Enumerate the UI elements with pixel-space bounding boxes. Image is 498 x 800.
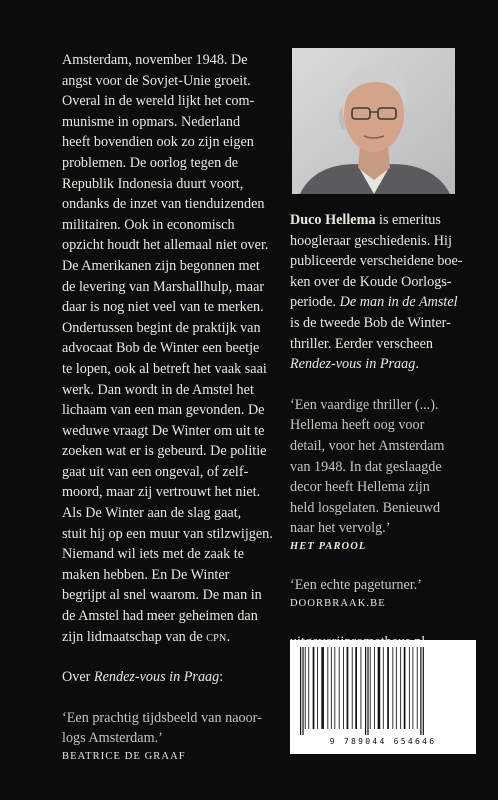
- previous-book-prefix: Over: [62, 669, 94, 686]
- text-line: problemen. De oorlog tegen de: [62, 154, 239, 171]
- text-line: van 1948. In dat geslaagde: [290, 458, 442, 475]
- author-name: Duco Hellema: [290, 212, 376, 228]
- author-bio-text: periode.: [290, 294, 340, 311]
- text-line: Ondertussen begint de praktijk van: [62, 319, 261, 336]
- barcode-bar: [317, 647, 318, 729]
- text-line: held losgelaten. Benieuwd: [290, 499, 441, 516]
- barcode-bar: [383, 647, 384, 729]
- text-line: angst voor de Sovjet-Unie groeit.: [62, 72, 251, 89]
- author-photo: [292, 48, 455, 194]
- text-line: begrijpt al snel waarom. De man in: [62, 587, 262, 604]
- barcode-bar: [387, 647, 389, 729]
- barcode-bar: [334, 647, 335, 729]
- text-line: heeft bovendien ook zo zijn eigen: [62, 134, 254, 151]
- author-bio-line: [290, 210, 475, 231]
- author-bio-line: thriller. Eerder verscheen: [290, 335, 433, 352]
- barcode-bar: [300, 647, 301, 735]
- barcode-bar: [367, 647, 368, 735]
- text-line: werk. Dan wordt in de Amstel het: [62, 381, 254, 398]
- barcode-bar: [352, 647, 353, 729]
- text-line: Hellema heeft oog voor: [290, 417, 425, 434]
- author-bio-line: [290, 292, 475, 313]
- barcode-bar: [365, 647, 366, 735]
- barcode-bar: [374, 647, 375, 729]
- author-bio-line: is de tweede Bob de Winter-: [290, 314, 451, 331]
- author-bio-line: [290, 354, 475, 375]
- text-line: de Amstel had meer geheimen dan: [62, 608, 258, 625]
- text-line: logs Amsterdam.’: [62, 730, 163, 747]
- text-line: gaat uit van een ongeval, of zelf-: [62, 463, 249, 480]
- text-line: ondanks de inzet van tienduizenden: [62, 196, 265, 213]
- text-line: maken hebben. En De Winter: [62, 566, 230, 583]
- text-line: militairen. Ook in economisch: [62, 216, 235, 233]
- barcode-bar: [321, 647, 324, 729]
- text-line: Republik Indonesia duurt voort,: [62, 175, 244, 192]
- barcode-bar: [404, 647, 406, 729]
- barcode-bar: [331, 647, 332, 729]
- barcode-bar: [305, 647, 306, 729]
- review-quote-left: [62, 708, 270, 749]
- author-bio-and-reviews: [290, 210, 475, 652]
- review-quote-doorbraak: ‘Een echte pageturner.’: [290, 576, 422, 593]
- barcode-bar: [412, 647, 413, 729]
- blurb-text: [62, 50, 273, 627]
- barcode-bar: [370, 647, 371, 729]
- barcode-bar: [302, 647, 303, 735]
- party-abbreviation: cpn: [206, 628, 227, 645]
- author-bio-text: is emeritus: [375, 212, 441, 228]
- text-line: Niemand wil iets met de zaak te: [62, 546, 245, 563]
- previous-book-colon: :: [219, 669, 224, 686]
- barcode-bar: [423, 647, 424, 735]
- barcode-bar: [313, 647, 315, 729]
- author-bio-text: .: [415, 356, 419, 373]
- barcode-bar: [396, 647, 397, 729]
- review-source-left: BEATRICE DE GRAAF: [62, 751, 186, 762]
- previous-book-title: Rendez-vous in Praag: [290, 356, 416, 373]
- text-line: ‘Een vaardige thriller (...).: [290, 396, 439, 413]
- review-source-doorbraak: DOORBRAAK.BE: [290, 597, 386, 609]
- text-line: weduwe vraagt De Winter om uit te: [62, 422, 265, 439]
- text-line: stuit hij op een muur van stilzwijgen.: [62, 525, 273, 542]
- text-line: zoeken wat er is gebeurd. De politie: [62, 443, 267, 460]
- text-line: advocaat Bob de Winter een beetje: [62, 340, 260, 357]
- barcode-bar: [409, 647, 410, 729]
- text-line: lichaam van een man gevonden. De: [62, 402, 265, 419]
- barcode-bar: [339, 647, 340, 729]
- text-line: ‘Een prachtig tijdsbeeld van naoor-: [62, 709, 262, 726]
- text-line: naar het vervolg.’: [290, 520, 391, 537]
- back-cover-blurb: [62, 50, 273, 765]
- barcode-bar: [327, 647, 328, 729]
- text-line: daar is nog niet veel van te merken.: [62, 299, 264, 316]
- book-title: De man in de Amstel: [339, 294, 458, 311]
- barcode-bar: [400, 647, 401, 729]
- barcode-bar: [420, 647, 421, 735]
- blurb-last-line-text: zijn lidmaatschap van de: [62, 628, 207, 645]
- barcode-bar: [355, 647, 357, 729]
- text-line: Amsterdam, november 1948. De: [62, 52, 248, 68]
- barcode-bar: [308, 647, 309, 729]
- blurb-last-line-end: .: [226, 628, 231, 645]
- barcode-bar: [361, 647, 362, 729]
- author-portrait-image: [292, 48, 455, 194]
- text-line: Als De Winter aan de slag gaat,: [62, 505, 242, 522]
- review-quote-parool: [290, 395, 475, 539]
- text-line: moord, maar zij vertrouwt het niet.: [62, 484, 261, 501]
- text-line: de levering van Marshallhulp, maar: [62, 278, 265, 295]
- text-line: Overal in de wereld lijkt het com-: [62, 93, 255, 110]
- text-line: te lopen, ook al betreft het vaak saai: [62, 360, 267, 377]
- review-source-parool: HET PAROOL: [290, 540, 367, 552]
- barcode-bar: [343, 647, 344, 729]
- barcode-bar: [347, 647, 349, 729]
- barcode-bar: [417, 647, 418, 729]
- barcode-bar: [378, 647, 381, 729]
- isbn-number: 9 789044 654646: [329, 737, 437, 746]
- author-bio-line: hoogleraar geschiedenis. Hij: [290, 232, 452, 249]
- isbn-barcode: [290, 640, 476, 754]
- blurb-last-line: [62, 627, 270, 648]
- previous-book-title: Rendez-vous in Praag: [93, 669, 220, 686]
- barcode-bars: [298, 647, 468, 737]
- text-line: opzicht houdt het allemaal niet over.: [62, 237, 269, 254]
- text-line: munisme in opmars. Nederland: [62, 113, 241, 130]
- author-bio-line: publiceerde verscheidene boe-: [290, 253, 463, 270]
- author-bio-line: ken over de Koude Oorlogs-: [290, 273, 452, 290]
- text-line: decor heeft Hellema zijn: [290, 479, 430, 496]
- text-line: De Amerikanen zijn begonnen met: [62, 257, 260, 274]
- previous-book-heading: [62, 667, 270, 688]
- barcode-bar: [392, 647, 393, 729]
- text-line: detail, voor het Amsterdam: [290, 437, 445, 454]
